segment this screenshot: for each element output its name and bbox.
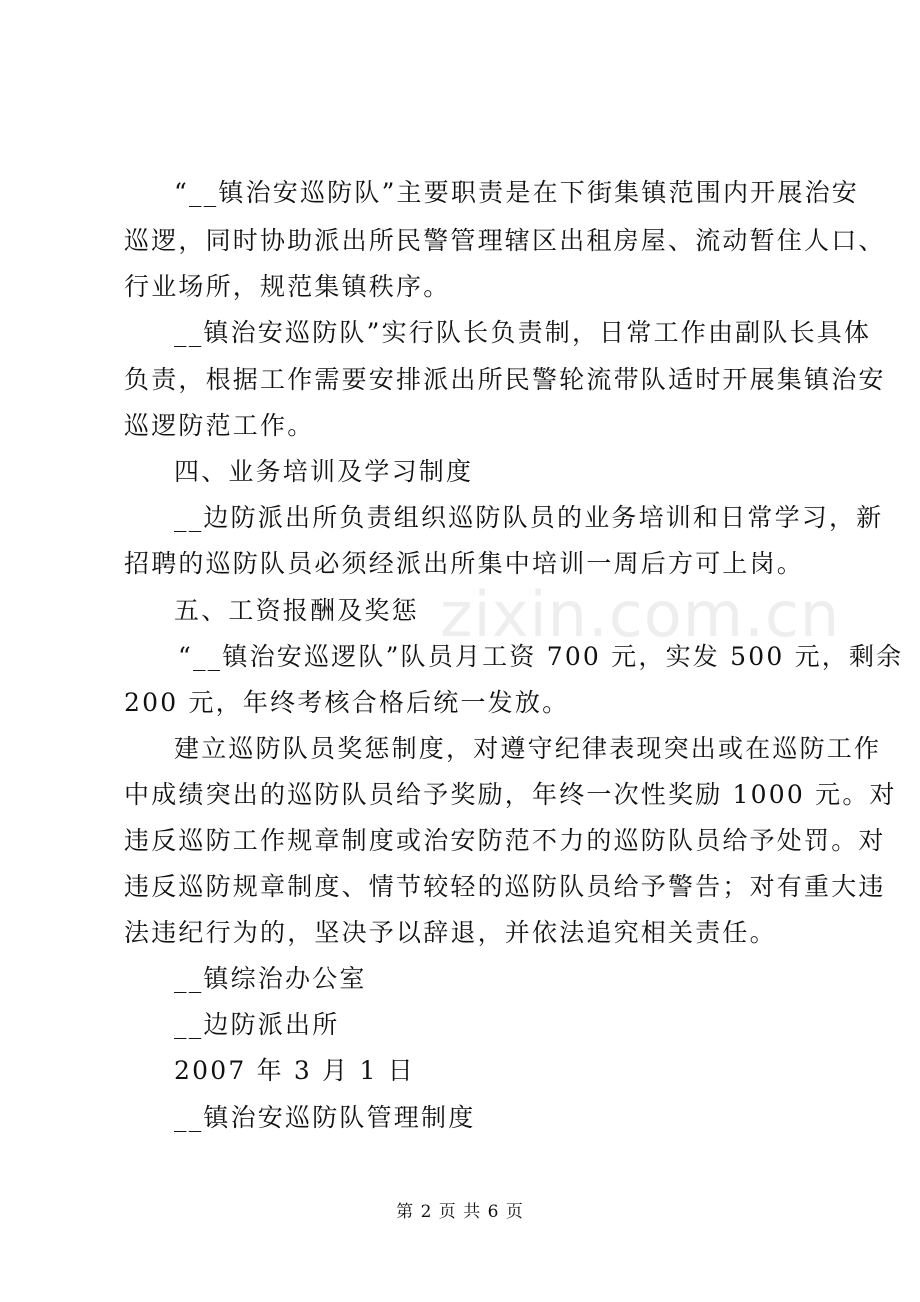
text-line: 违反巡防工作规章制度或治安防范不力的巡防队员给予处罚。对 — [124, 826, 886, 855]
text-line: 法违纪行为的，坚决予以辞退，并依法追究相关责任。 — [124, 918, 777, 947]
text-line: 巡逻防范工作。 — [124, 411, 315, 440]
title-line: __镇治安巡防队管理制度 — [174, 1103, 476, 1132]
text-line: “__镇治安巡防队”主要职责是在下街集镇范围内开展治安 — [174, 178, 859, 207]
section-heading: 四、业务培训及学习制度 — [174, 457, 474, 486]
text-line: 巡逻，同时协助派出所民警管理辖区出租房屋、流动暂住人口、 — [124, 226, 886, 255]
signature-line: __镇综治办公室 — [174, 964, 367, 993]
text-line: __边防派出所负责组织巡防队员的业务培训和日常学习，新 — [174, 503, 884, 532]
date-line: 2007 年 3 月 1 日 — [174, 1056, 415, 1085]
text-line: “__镇治安巡逻队”队员月工资 700 元，实发 500 元，剩余 — [178, 642, 904, 671]
section-heading: 五、工资报酬及奖惩 — [174, 596, 419, 625]
text-line: 200 元，年终考核合格后统一发放。 — [124, 688, 570, 717]
text-line: 负责，根据工作需要安排派出所民警轮流带队适时开展集镇治安 — [124, 365, 886, 394]
signature-line: __边防派出所 — [174, 1010, 340, 1039]
text-line: 违反巡防规章制度、情节较轻的巡防队员给予警告；对有重大违 — [124, 872, 886, 901]
text-line: 中成绩突出的巡防队员给予奖励，年终一次性奖励 1000 元。对 — [124, 780, 897, 809]
watermark: zixin.com.cn — [440, 578, 841, 651]
page-footer: 第 2 页 共 6 页 — [396, 1202, 524, 1222]
text-line: __镇治安巡防队”实行队长负责制，日常工作由副队长具体 — [174, 318, 872, 347]
text-line: 建立巡防队员奖惩制度，对遵守纪律表现突出或在巡防工作 — [174, 734, 882, 763]
text-line: 招聘的巡防队员必须经派出所集中培训一周后方可上岗。 — [124, 549, 805, 578]
text-line: 行业场所，规范集镇秩序。 — [124, 272, 451, 301]
